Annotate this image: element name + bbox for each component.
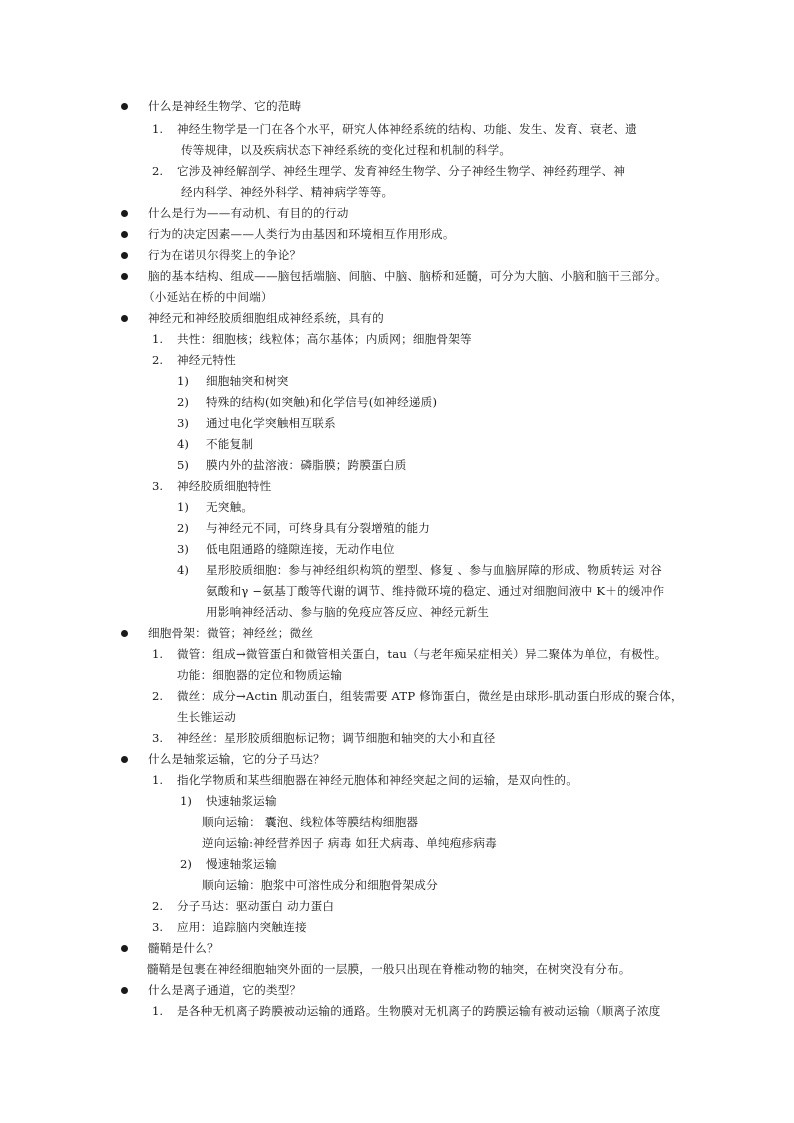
list-number: 3) — [177, 542, 189, 556]
heading-line: 行为的决定因素——人类行为由基因和环境相互作用形成。 — [148, 227, 455, 241]
bullet-icon — [121, 315, 128, 322]
text-line: 慢速轴浆运输 — [206, 857, 277, 871]
text-line: 与神经元不同，可终身具有分裂增殖的能力 — [206, 521, 431, 535]
bullet-icon — [121, 273, 128, 280]
text-line: 无突触。 — [206, 500, 254, 514]
bullet-icon — [121, 103, 128, 110]
text-line: 膜内外的盐溶液：磷脂膜；跨膜蛋白质 — [206, 458, 407, 472]
text-line: 星形胶质细胞：参与神经组织构筑的塑型、修复 、参与血脑屏障的形成、物质转运 对谷 — [206, 563, 662, 577]
text-line: 快速轴浆运输 — [206, 794, 277, 808]
text-line: 它涉及神经解剖学、神经生理学、发育神经生物学、分子神经生物学、神经药理学、神 — [177, 164, 626, 178]
text-line: 顺向运输： 囊泡、线粒体等膜结构细胞器 — [202, 815, 419, 829]
text-line: 是各种无机离子跨膜被动运输的通路。生物膜对无机离子的跨膜运输有被动运输（顺离子浓度 — [177, 1004, 661, 1018]
text-line: 神经元特性 — [177, 353, 236, 367]
bullet-icon — [121, 252, 128, 259]
list-number: 4) — [177, 563, 189, 577]
bullet-icon — [121, 630, 128, 637]
heading-line: 细胞骨架：微管；神经丝；微丝 — [148, 626, 314, 640]
text-line: 神经丝：星形胶质细胞标记物；调节细胞和轴突的大小和直径 — [177, 731, 496, 745]
text-line: 逆向运输:神经营养因子 病毒 如狂犬病毒、单纯疱疹病毒 — [202, 836, 497, 850]
text-line: 经内科学、神经外科学、精神病学等等。 — [181, 185, 394, 199]
text-line: 应用：追踪脑内突触连接 — [177, 920, 307, 934]
list-number: 3. — [152, 920, 164, 934]
text-line: 低电阻通路的缝隙连接，无动作电位 — [206, 542, 395, 556]
text-line: 功能：细胞器的定位和物质运输 — [177, 668, 343, 682]
text-line: 不能复制 — [206, 437, 254, 451]
heading-line: 什么是轴浆运输，它的分子马达？ — [148, 752, 325, 766]
text-line: 神经生物学是一门在各个水平，研究人体神经系统的结构、功能、发生、发育、衰老、遗 — [177, 122, 637, 136]
list-number: 1. — [152, 1004, 164, 1018]
text-line: 共性：细胞核；线粒体；高尔基体；内质网；细胞骨架等 — [177, 332, 472, 346]
text-line: 生长锥运动 — [177, 710, 236, 724]
list-number: 4) — [177, 437, 189, 451]
list-number: 2) — [177, 395, 189, 409]
text-line: 氨酸和γ −氨基丁酸等代谢的调节、维持微环境的稳定、通过对细胞间液中 K＋的缓冲作 — [206, 584, 665, 598]
heading-line: 什么是离子通道，它的类型？ — [148, 983, 302, 997]
list-number: 3. — [152, 479, 164, 493]
text-line: 用影响神经活动、参与脑的免疫应答反应、神经元新生 — [206, 605, 490, 619]
bullet-icon — [121, 210, 128, 217]
bullet-icon — [121, 987, 128, 994]
list-number: 1. — [152, 773, 164, 787]
list-number: 1. — [152, 647, 164, 661]
text-line: 细胞轴突和树突 — [206, 374, 289, 388]
text-line: 顺向运输：胞浆中可溶性成分和细胞骨架成分 — [202, 878, 438, 892]
heading-line: 什么是行为——有动机、有目的的行动 — [148, 206, 349, 220]
list-number: 5) — [177, 458, 189, 472]
list-number: 2. — [152, 689, 164, 703]
list-number: 1) — [177, 500, 189, 514]
heading-line: 髓鞘是什么？ — [148, 941, 219, 955]
bullet-icon — [121, 231, 128, 238]
list-number: 1. — [152, 122, 164, 136]
list-number: 2) — [177, 521, 189, 535]
text-line: 通过电化学突触相互联系 — [206, 416, 336, 430]
text-line: （小延站在桥的中间端） — [143, 290, 273, 304]
bullet-icon — [121, 756, 128, 763]
text-line: 分子马达：驱动蛋白 动力蛋白 — [177, 899, 335, 913]
list-number: 3) — [177, 416, 189, 430]
text-line: 特殊的结构(如突触)和化学信号(如神经递质) — [206, 395, 438, 409]
heading-line: 脑的基本结构、组成——脑包括端脑、间脑、中脑、脑桥和延髓，可分为大脑、小脑和脑干三部分。 — [148, 269, 667, 283]
list-number: 2. — [152, 899, 164, 913]
list-number: 1) — [180, 794, 192, 808]
text-line: 髓鞘是包裹在神经细胞轴突外面的一层膜，一般只出现在脊椎动物的轴突，在树突没有分布。 — [147, 962, 631, 976]
text-line: 微丝：成分→Actin 肌动蛋白，组装需要 ATP 修饰蛋白，微丝是由球形-肌动蛋白形成的聚合体， — [177, 689, 683, 703]
text-line: 指化学物质和某些细胞器在神经元胞体和神经突起之间的运输，是双向性的。 — [177, 773, 578, 787]
bullet-icon — [121, 945, 128, 952]
list-number: 2. — [152, 353, 164, 367]
list-number: 3. — [152, 731, 164, 745]
list-number: 1) — [177, 374, 189, 388]
heading-line: 什么是神经生物学、它的范畴 — [148, 99, 302, 113]
heading-line: 行为在诺贝尔得奖上的争论？ — [148, 248, 302, 262]
text-line: 神经胶质细胞特性 — [177, 479, 272, 493]
list-number: 2. — [152, 164, 164, 178]
text-line: 微管：组成→微管蛋白和微管相关蛋白，tau（与老年痴呆症相关）异二聚体为单位，有极性。 — [177, 647, 667, 661]
list-number: 2) — [180, 857, 192, 871]
text-line: 传等规律，以及疾病状态下神经系统的变化过程和机制的科学。 — [181, 143, 512, 157]
heading-line: 神经元和神经胶质细胞组成神经系统，具有的 — [148, 311, 384, 325]
list-number: 1. — [152, 332, 164, 346]
